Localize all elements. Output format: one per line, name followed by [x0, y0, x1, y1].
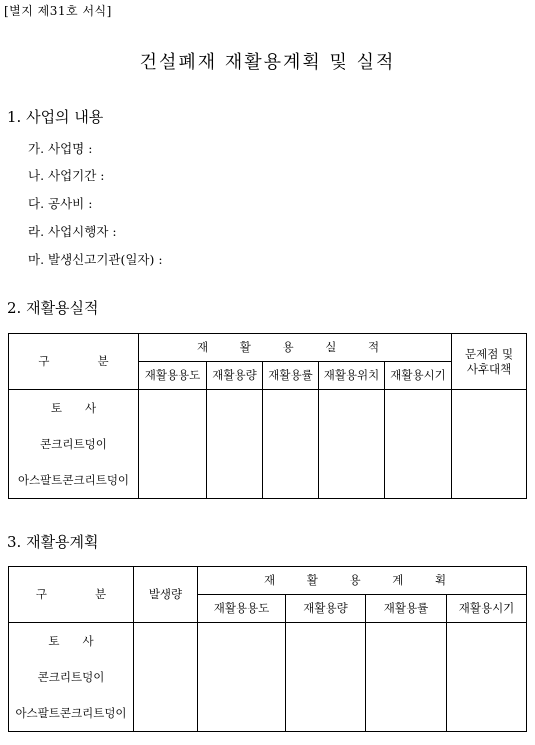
item-project-operator: 라. 사업시행자 : [28, 224, 117, 239]
header-gubun-left: 구 [35, 587, 47, 602]
section3-heading: 3. 재활용계획 [7, 533, 99, 551]
cell-empty[interactable] [319, 390, 385, 499]
cell-empty[interactable] [447, 623, 527, 732]
form-label: [별지 제31호 서식] [4, 4, 112, 18]
item-project-name: 가. 사업명 : [28, 141, 93, 156]
row-label-asphalt: 아스팔트콘크리트덩이 [17, 472, 130, 487]
cell-empty[interactable] [207, 390, 263, 499]
page-title: 건설폐재 재활용계획 및 실적 [139, 52, 396, 73]
cell-empty[interactable] [366, 623, 447, 732]
header-problems-line1: 문제점 및 [465, 347, 514, 362]
header-gubun-right: 분 [95, 587, 107, 602]
subheader-amount: 재활용량 [207, 362, 263, 390]
subheader-rate: 재활용률 [366, 595, 447, 623]
row-label-asphalt: 아스팔트콘크리트덩이 [15, 705, 127, 720]
subheader-rate: 재활용률 [263, 362, 319, 390]
cell-empty[interactable] [452, 390, 527, 499]
header-gubun [9, 567, 134, 623]
recycling-results-table [8, 333, 527, 499]
cell-empty[interactable] [286, 623, 366, 732]
header-results-group-label: 재 활 용 실 적 [196, 340, 394, 355]
row-label-soil: 토 사 [50, 400, 97, 415]
item-construction-cost: 다. 공사비 : [28, 196, 93, 211]
subheader-timing: 재활용시기 [447, 595, 527, 623]
header-results-group [139, 334, 452, 362]
cell-empty[interactable] [198, 623, 286, 732]
header-plan-group-label: 재 활 용 계 획 [263, 573, 461, 588]
header-problems [452, 334, 527, 390]
recycling-plan-table [8, 566, 527, 732]
section2-heading: 2. 재활용실적 [7, 299, 99, 317]
cell-empty[interactable] [134, 623, 198, 732]
row-label-concrete: 콘크리트덩이 [37, 669, 105, 684]
header-generated: 발생량 [134, 567, 198, 623]
cell-empty[interactable] [263, 390, 319, 499]
item-reporting-agency: 마. 발생신고기관(일자) : [28, 252, 163, 267]
subheader-timing: 재활용시기 [385, 362, 452, 390]
subheader-location: 재활용위치 [319, 362, 385, 390]
subheader-use: 재활용용도 [139, 362, 207, 390]
subheader-use: 재활용용도 [198, 595, 286, 623]
section1-heading: 1. 사업의 내용 [7, 108, 104, 126]
row-labels [9, 623, 134, 732]
header-gubun-left: 구 [38, 354, 50, 369]
cell-empty[interactable] [139, 390, 207, 499]
item-project-period: 나. 사업기간 : [28, 168, 105, 183]
subheader-amount: 재활용량 [286, 595, 366, 623]
cell-empty[interactable] [385, 390, 452, 499]
header-problems-line2: 사후대책 [466, 361, 512, 376]
header-gubun [9, 334, 139, 390]
row-label-concrete: 콘크리트덩이 [40, 436, 107, 451]
header-gubun-right: 분 [97, 354, 109, 369]
row-label-soil: 토 사 [48, 633, 94, 648]
row-labels [9, 390, 139, 499]
header-plan-group [198, 567, 527, 595]
